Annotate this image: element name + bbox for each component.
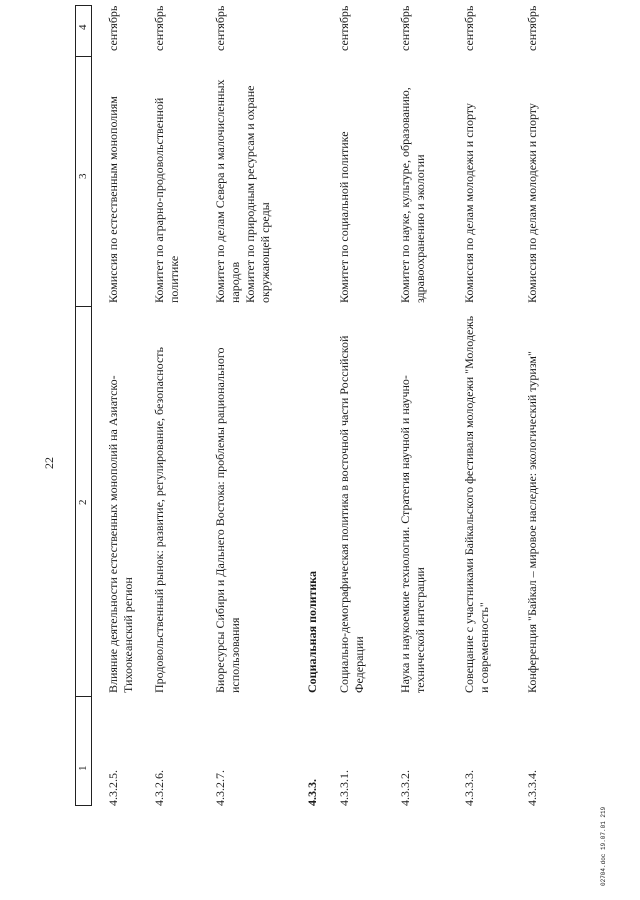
row-title: Совещание с участниками Байкальского фестиваля молодежи "Молодежь и современность" xyxy=(462,315,491,693)
row-date: сентябрь xyxy=(337,5,351,51)
row-title: Биоресурсы Сибири и Дальнего Востока: проблемы рационального использования xyxy=(213,347,242,693)
row-title: Наука и наукоемкие технологии. Стратегия научной и научно-технической интеграции xyxy=(398,375,427,693)
row-number: 4.3.2.6. xyxy=(152,770,166,806)
row-number: 4.3.2.7. xyxy=(213,770,227,806)
row-committee: Комиссия по делам молодежи и спорту xyxy=(525,103,539,303)
row-date: сентябрь xyxy=(152,5,166,51)
header-divider xyxy=(76,696,91,697)
row-title: Влияние деятельности естественных монополий на Азиатско-Тихоокеанский регион xyxy=(106,375,135,693)
row-date: сентябрь xyxy=(525,5,539,51)
header-col4: 4 xyxy=(77,24,89,30)
header-divider xyxy=(76,306,91,307)
row-number: 4.3.3.4. xyxy=(525,770,539,806)
header-col1: 1 xyxy=(77,765,89,771)
section-title: Социальная политика xyxy=(305,570,319,693)
row-date: сентябрь xyxy=(398,5,412,51)
header-col2: 2 xyxy=(77,499,89,505)
page-number: 22 xyxy=(42,457,56,469)
row-number: 4.3.3.1. xyxy=(337,770,351,806)
row-date: сентябрь xyxy=(213,5,227,51)
row-committee: Комитет по делам Севера и малочисленных народов Комитет по природным ресурсам и охране окружающей среды xyxy=(213,79,272,303)
row-committee: Комитет по науке, культуре, образованию, здравоохранению и экологии xyxy=(398,87,427,303)
table-header xyxy=(75,5,92,806)
row-date: сентябрь xyxy=(462,5,476,51)
row-title: Продовольственный рынок: развитие, регулирование, безопасность xyxy=(152,347,166,693)
row-committee: Комиссия по делам молодежи и спорту xyxy=(462,103,476,303)
row-number: 4.3.3.2. xyxy=(398,770,412,806)
row-title: Социально-демографическая политика в восточной части Российской Федерации xyxy=(337,335,366,693)
footer-file-stamp: 02704.doc 19.07.01 219 xyxy=(600,806,607,886)
row-number: 4.3.3.3. xyxy=(462,770,476,806)
header-col3: 3 xyxy=(77,173,89,179)
row-number: 4.3.2.5. xyxy=(106,770,120,806)
row-committee: Комиссия по естественным монополиям xyxy=(106,96,120,303)
row-committee: Комитет по социальной политике xyxy=(337,131,351,303)
row-title: Конференция "Байкал – мировое наследие: экологический туризм" xyxy=(525,351,539,693)
section-number: 4.3.3. xyxy=(305,779,319,806)
row-date: сентябрь xyxy=(106,5,120,51)
row-committee: Комитет по аграрно-продовольственной политике xyxy=(152,97,181,303)
header-divider xyxy=(76,56,91,57)
